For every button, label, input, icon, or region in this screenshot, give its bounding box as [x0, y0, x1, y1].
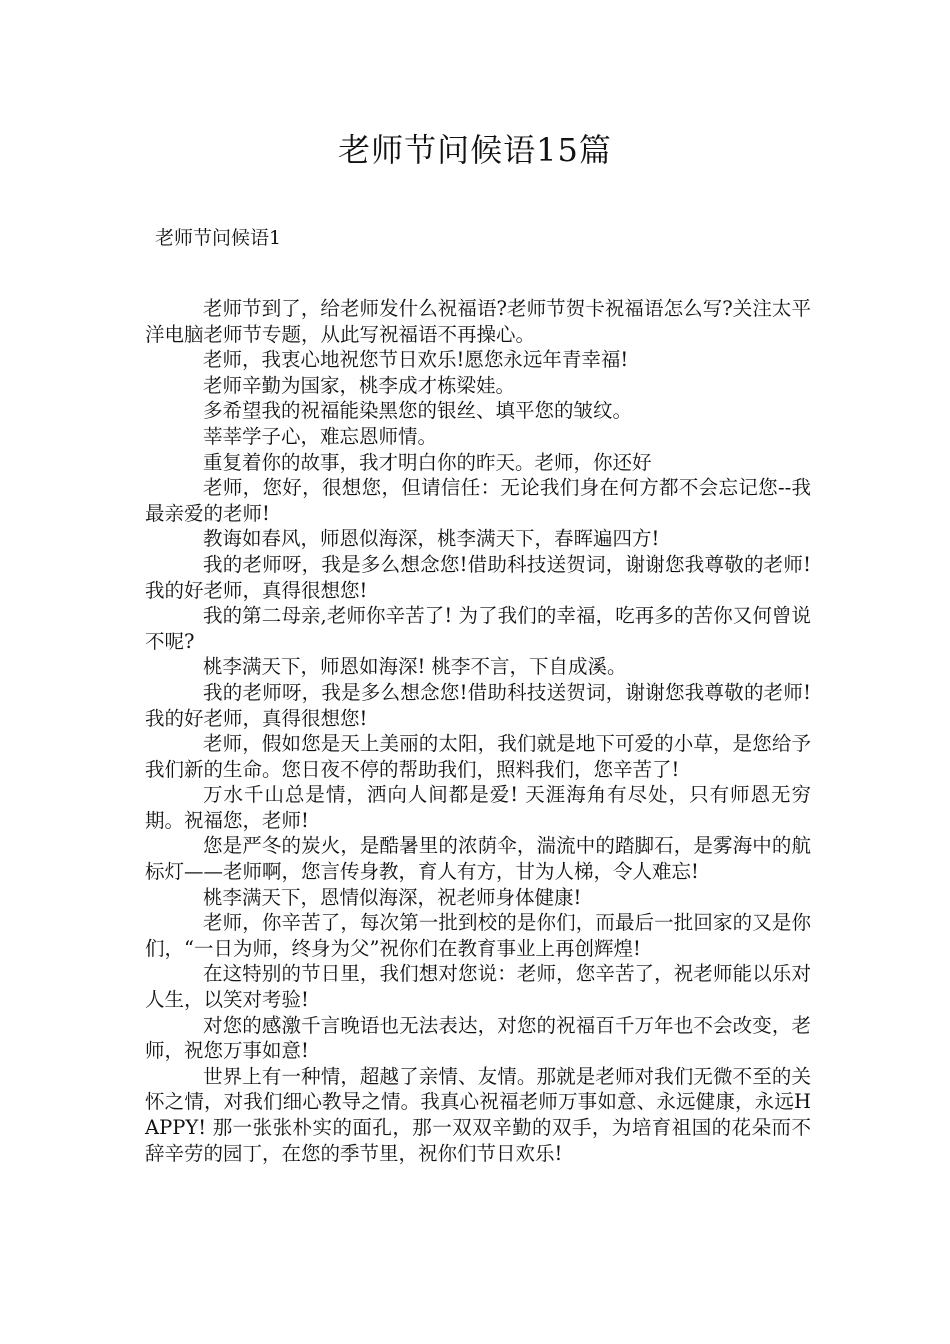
paragraph: 老师，你辛苦了，每次第一批到校的是你们，而最后一批回家的又是你们，“一日为师，终身为父”祝你们在教育事业上再创辉煌!: [145, 911, 811, 960]
paragraph: 桃李满天下，恩情似海深，祝老师身体健康!: [203, 885, 582, 909]
paragraph: 莘莘学子心，难忘恩师情。: [203, 424, 438, 448]
paragraph: 老师辛勤为国家，桃李成才栋梁娃。: [203, 373, 516, 397]
paragraph: 桃李满天下，师恩如海深! 桃李不言，下自成溪。: [203, 655, 627, 679]
paragraph: 老师，我衷心地祝您节日欢乐!愿您永远年青幸福!: [203, 348, 629, 372]
paragraph: 重复着你的故事，我才明白你的昨天。老师，你还好: [203, 450, 652, 474]
paragraph: 多希望我的祝福能染黑您的银丝、填平您的皱纹。: [203, 399, 633, 423]
paragraph: 老师，假如您是天上美丽的太阳，我们就是地下可爱的小草，是您给予我们新的生命。您日夜不停的帮助我们，照料我们，您辛苦了!: [145, 732, 811, 781]
document-title: 老师节问候语15篇: [338, 131, 612, 169]
document-body: [145, 296, 811, 1166]
paragraph: 教诲如春风，师恩似海深，桃李满天下，春晖遍四方!: [203, 527, 660, 551]
paragraph: 世界上有一种情，超越了亲情、友情。那就是老师对我们无微不至的关怀之情，对我们细心教导之情。我真心祝福老师万事如意、永远健康，永远HAPPY! 那一张张朴实的面孔，那一双双辛勤的双手，为培育祖国的花朵而不辞辛劳的园丁，在您的季节里，祝你们节日欢乐!: [145, 1064, 811, 1165]
paragraph: 您是严冬的炭火，是酷暑里的浓荫伞，湍流中的踏脚石，是雾海中的航标灯——老师啊，您言传身教，育人有方，甘为人梯，令人难忘!: [145, 834, 811, 884]
section-heading: 老师节问候语1: [155, 227, 282, 249]
paragraph: 老师，您好，很想您，但请信任：无论我们身在何方都不会忘记您--我最亲爱的老师!: [145, 476, 811, 525]
paragraph: 我的老师呀，我是多么想念您!借助科技送贺词，谢谢您我尊敬的老师! 我的好老师，真得很想您!: [145, 680, 811, 730]
paragraph: 在这特别的节日里，我们想对您说：老师，您辛苦了，祝老师能以乐对人生，以笑对考验!: [145, 962, 811, 1012]
paragraph: 万水千山总是情，洒向人间都是爱! 天涯海角有尽处，只有师恩无穷期。祝福您，老师!: [145, 783, 811, 832]
paragraph: 我的老师呀，我是多么想念您!借助科技送贺词，谢谢您我尊敬的老师! 我的好老师，真得很想您!: [145, 552, 811, 602]
paragraph: 我的第二母亲,老师你辛苦了! 为了我们的幸福，吃再多的苦你又何曾说不呢?: [145, 604, 811, 653]
paragraph: 对您的感激千言晚语也无法表达，对您的祝福百千万年也不会改变，老师，祝您万事如意!: [145, 1013, 811, 1063]
paragraph: 老师节到了，给老师发什么祝福语?老师节贺卡祝福语怎么写?关注太平洋电脑老师节专题，从此写祝福语不再操心。: [145, 297, 811, 346]
